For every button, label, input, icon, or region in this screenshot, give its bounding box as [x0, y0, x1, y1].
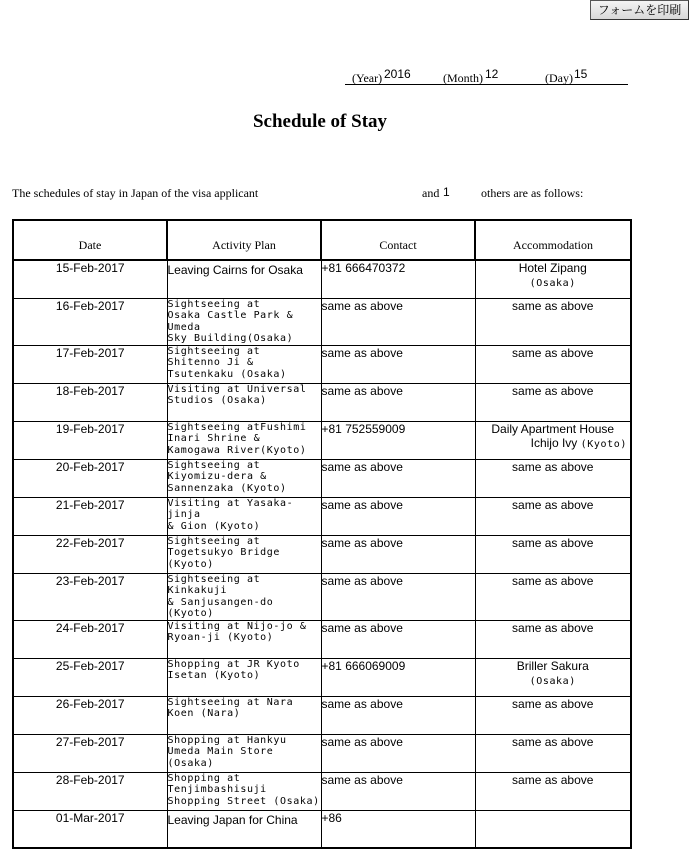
accommodation-cell [475, 620, 631, 658]
date-cell: 27-Feb-2017 [13, 734, 167, 772]
accommodation-name: same as above [512, 497, 594, 512]
activity-cell: Sightseeing atFushimi Inari Shrine & Kamogawa River(Kyoto) [167, 421, 321, 459]
date-cell: 20-Feb-2017 [13, 459, 167, 497]
page-title: Schedule of Stay [252, 111, 388, 132]
year-label: (Year) [352, 71, 383, 85]
table-row [13, 421, 631, 459]
activity-cell: Sightseeing at Shitenno Ji & Tsutenkaku (Osaka) [167, 345, 321, 383]
contact-cell: same as above [321, 573, 475, 620]
date-cell: 19-Feb-2017 [13, 421, 167, 459]
intro-others: others are as follows: [481, 186, 584, 200]
table-row [13, 620, 631, 658]
activity-cell: Visiting at Yasaka-jinja & Gion (Kyoto) [167, 497, 321, 535]
contact-cell: same as above [321, 459, 475, 497]
date-cell: 22-Feb-2017 [13, 535, 167, 573]
activity-cell: Shopping at Tenjimbashisuji Shopping Street (Osaka) [167, 772, 321, 810]
activity-cell: Sightseeing at Nara Koen (Nara) [167, 696, 321, 734]
date-cell: 01-Mar-2017 [13, 810, 167, 848]
contact-cell: same as above [321, 620, 475, 658]
accommodation-cell [475, 497, 631, 535]
column-header-contact: Contact [321, 220, 475, 260]
accommodation-cell [475, 734, 631, 772]
date-cell: 21-Feb-2017 [13, 497, 167, 535]
date-cell: 15-Feb-2017 [13, 260, 167, 298]
accommodation-cell [475, 573, 631, 620]
table-row [13, 535, 631, 573]
intro-text: The schedules of stay in Japan of the visa applicant [12, 186, 259, 200]
date-cell: 28-Feb-2017 [13, 772, 167, 810]
table-row [13, 345, 631, 383]
activity-cell: Shopping at Hankyu Umeda Main Store (Osaka) [167, 734, 321, 772]
year-value: 2016 [384, 67, 411, 81]
contact-cell: +86 [321, 810, 475, 848]
accommodation-city: (Osaka) [529, 675, 576, 687]
accommodation-name: Daily Apartment House [491, 421, 615, 436]
accommodation-cell [475, 260, 631, 298]
accommodation-cell [475, 772, 631, 810]
date-cell: 16-Feb-2017 [13, 298, 167, 345]
contact-cell: same as above [321, 696, 475, 734]
activity-cell: Sightseeing at Kiyomizu-dera & Sannenzaka (Kyoto) [167, 459, 321, 497]
date-cell: 24-Feb-2017 [13, 620, 167, 658]
table-header-row [13, 220, 631, 260]
table-row [13, 772, 631, 810]
accommodation-name: same as above [512, 772, 594, 787]
accommodation-name: same as above [512, 573, 594, 588]
accommodation-city: (Osaka) [529, 278, 576, 289]
date-cell: 26-Feb-2017 [13, 696, 167, 734]
column-header-accommodation: Accommodation [475, 220, 631, 260]
accommodation-cell [475, 535, 631, 573]
column-header-activity: Activity Plan [167, 220, 321, 260]
day-label: (Day) [545, 71, 573, 85]
accommodation-name: same as above [512, 734, 594, 749]
accommodation-name: same as above [512, 535, 594, 550]
contact-cell: +81 666470372 [321, 260, 475, 298]
accommodation-name: same as above [512, 298, 594, 313]
accommodation-cell [475, 383, 631, 421]
table-row [13, 497, 631, 535]
table-row [13, 298, 631, 345]
accommodation-name: same as above [512, 459, 594, 474]
table-row [13, 459, 631, 497]
date-cell: 18-Feb-2017 [13, 383, 167, 421]
accommodation-cell [475, 421, 631, 459]
table-row [13, 810, 631, 848]
contact-cell: +81 752559009 [321, 421, 475, 459]
accommodation-city: (Kyoto) [580, 438, 627, 450]
month-value: 12 [485, 67, 499, 81]
accommodation-cell [475, 298, 631, 345]
date-cell: 25-Feb-2017 [13, 658, 167, 696]
accommodation-name: same as above [512, 383, 594, 398]
accommodation-name: same as above [512, 696, 594, 711]
activity-cell: Sightseeing at Osaka Castle Park & Umeda Sky Building(Osaka) [167, 298, 321, 345]
table-row [13, 734, 631, 772]
activity-cell: Sightseeing at Kinkakuji & Sanjusangen-do (Kyoto) [167, 573, 321, 620]
contact-cell: same as above [321, 734, 475, 772]
activity-cell: Visiting at Universal Studios (Osaka) [167, 383, 321, 421]
print-form-button[interactable]: フォームを印刷 [590, 0, 689, 20]
accommodation-name: same as above [512, 345, 594, 360]
accommodation-name-line2: Ichijo Ivy [530, 435, 578, 450]
accommodation-name: Briller Sakura [516, 658, 589, 673]
accommodation-cell [475, 810, 631, 848]
accommodation-name: same as above [512, 620, 594, 635]
table-row [13, 383, 631, 421]
document-date-line [345, 66, 628, 85]
column-header-date: Date [13, 220, 167, 260]
accommodation-cell [475, 345, 631, 383]
schedule-table [12, 219, 632, 849]
accommodation-cell [475, 658, 631, 696]
accommodation-name: Hotel Zipang [518, 261, 587, 275]
accommodation-cell [475, 696, 631, 734]
contact-cell: same as above [321, 772, 475, 810]
activity-cell: Leaving Cairns for Osaka [167, 260, 321, 298]
activity-cell: Shopping at JR Kyoto Isetan (Kyoto) [167, 658, 321, 696]
others-count: 1 [443, 185, 450, 199]
contact-cell: same as above [321, 535, 475, 573]
intro-statement [12, 186, 632, 202]
table-row [13, 658, 631, 696]
contact-cell: same as above [321, 497, 475, 535]
contact-cell: same as above [321, 383, 475, 421]
date-cell: 17-Feb-2017 [13, 345, 167, 383]
activity-cell: Visiting at Nijo-jo & Ryoan-ji (Kyoto) [167, 620, 321, 658]
day-value: 15 [574, 67, 588, 81]
date-cell: 23-Feb-2017 [13, 573, 167, 620]
contact-cell: +81 666069009 [321, 658, 475, 696]
activity-cell: Sightseeing at Togetsukyo Bridge (Kyoto) [167, 535, 321, 573]
contact-cell: same as above [321, 298, 475, 345]
contact-cell: same as above [321, 345, 475, 383]
table-row [13, 260, 631, 298]
table-row [13, 696, 631, 734]
month-label: (Month) [443, 71, 483, 85]
activity-cell: Leaving Japan for China [167, 810, 321, 848]
accommodation-cell [475, 459, 631, 497]
table-row [13, 573, 631, 620]
intro-and: and [422, 186, 440, 200]
